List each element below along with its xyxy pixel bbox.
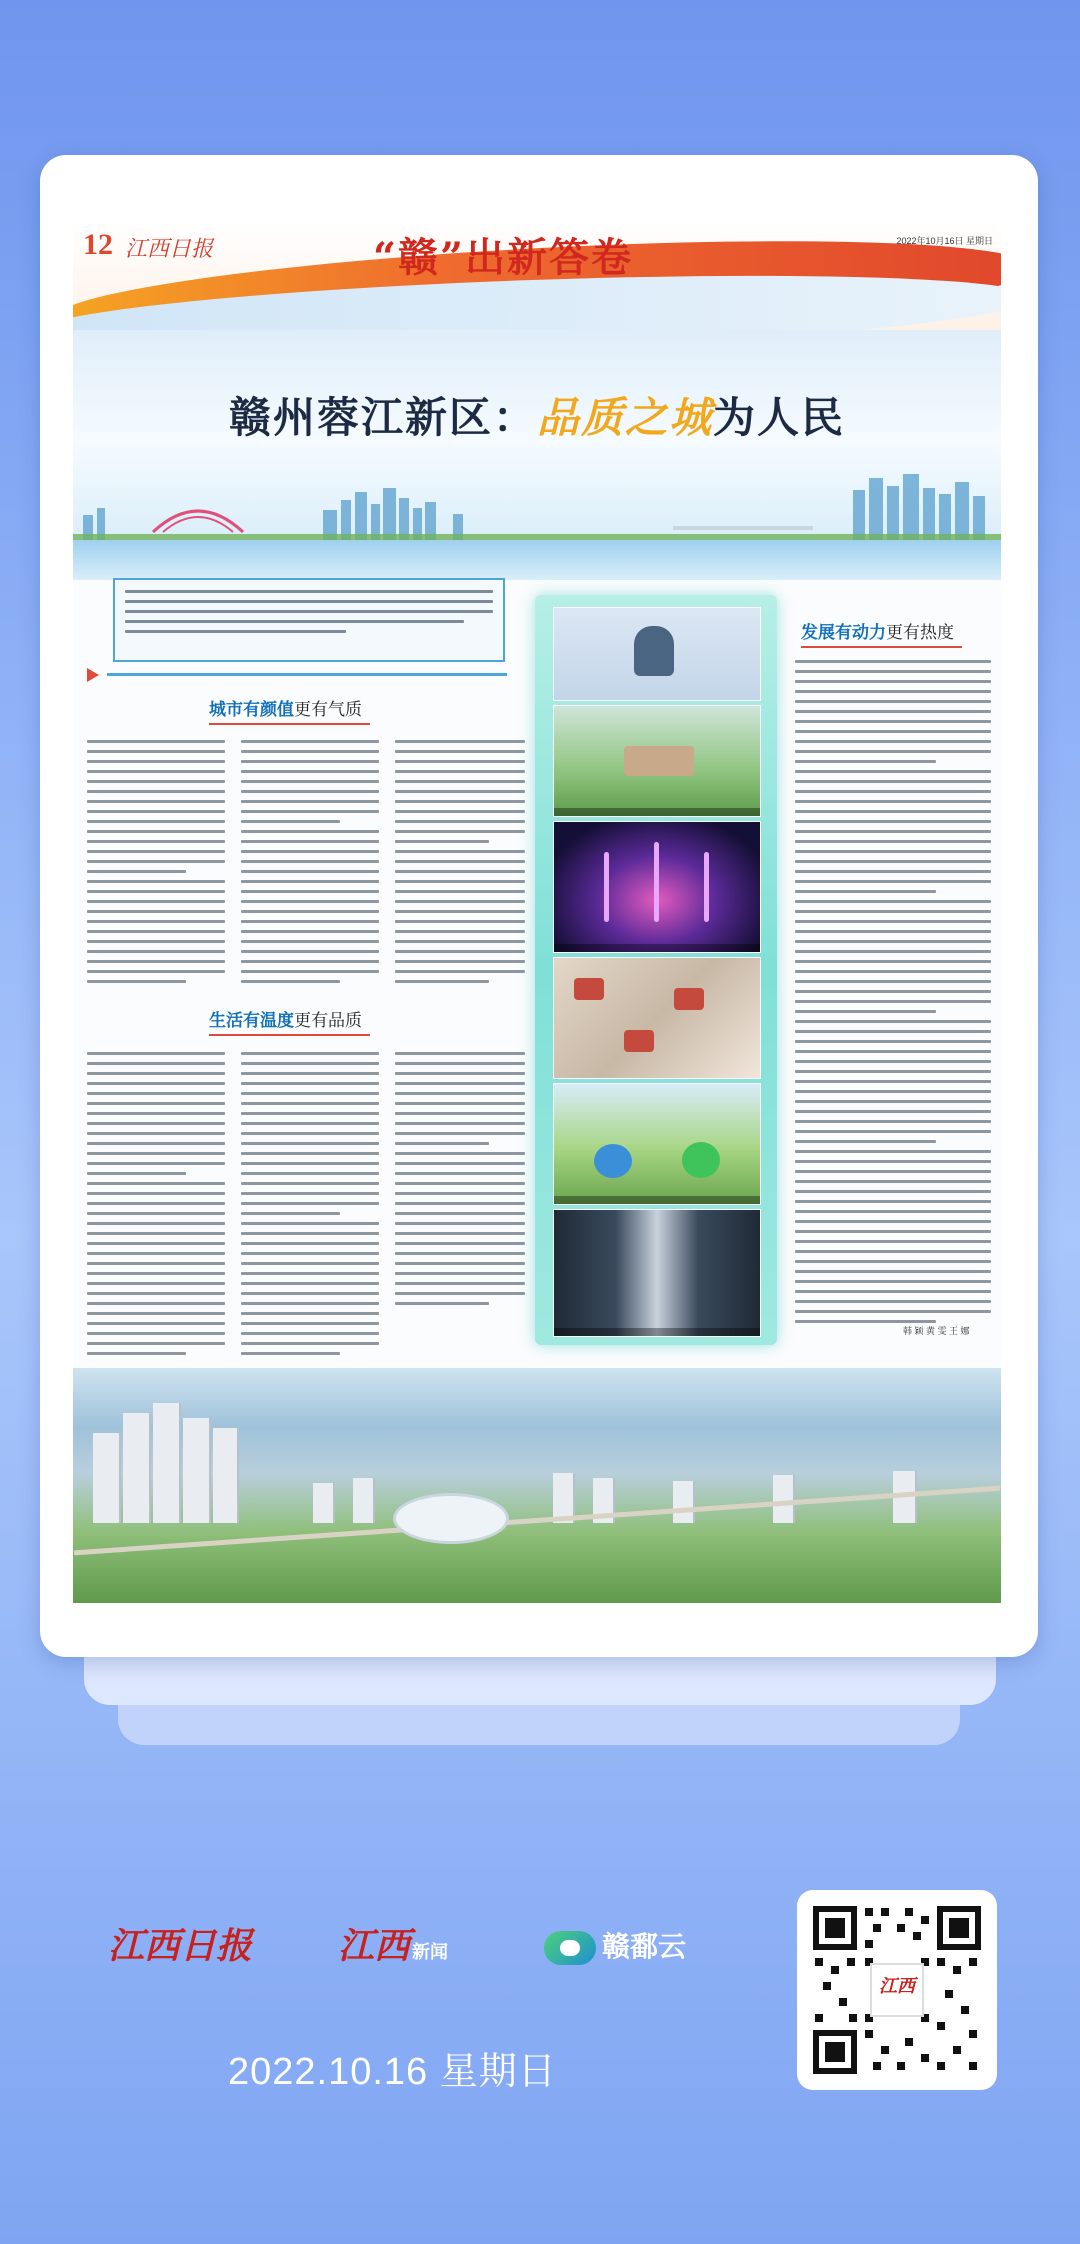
ganpoyun-logo[interactable]: [544, 1925, 686, 1965]
jiangxi-news-logo-text: 新闻: [412, 1942, 449, 1963]
jiangxi-news-logo-script: 江西: [338, 1925, 411, 1967]
headline-highlight: 品质之城: [536, 393, 713, 442]
issue-date: [228, 2040, 557, 2095]
subhead-city: [209, 695, 362, 720]
subhead-development-main: 发展有动力: [801, 623, 886, 642]
river-reflection: [73, 540, 1001, 580]
city-skyline-graphic: [73, 470, 1001, 540]
page-masthead: [73, 220, 1001, 335]
playground-photo: [553, 1083, 761, 1205]
page-number: 12: [83, 228, 113, 261]
park-aerial-photo: [553, 705, 761, 817]
issue-weekday: 星期日: [439, 2051, 557, 2093]
subhead-life: [209, 1006, 362, 1031]
red-arrow-icon: [87, 668, 99, 682]
headline-part-1: 赣州蓉江新区：: [228, 393, 537, 442]
body-text-column: [87, 1052, 225, 1362]
qr-center-logo: 江西: [879, 1976, 915, 1997]
subhead-development-tail: 更有热度: [886, 623, 954, 642]
fountain-night-photo: [553, 821, 761, 953]
qr-code[interactable]: [797, 1890, 997, 2090]
ganpoyun-logo-text: 赣鄱云: [602, 1930, 687, 1963]
intro-divider: [107, 673, 507, 676]
city-aerial-photo: [73, 1368, 1001, 1603]
headline-banner: [73, 330, 1001, 580]
photo-strip: [535, 595, 777, 1345]
ganpoyun-icon: [544, 1931, 596, 1965]
jiangxi-news-logo[interactable]: [338, 1918, 448, 1969]
body-text-column: [241, 1052, 379, 1362]
body-text-column: [795, 660, 991, 1330]
jiangxi-daily-logo[interactable]: 江西日报: [108, 1925, 253, 1967]
newspaper-card[interactable]: [40, 155, 1038, 1657]
article-byline: 韩 颖 黄 雯 王 娜: [903, 1326, 970, 1336]
body-text-column: [395, 740, 525, 990]
subhead-life-main: 生活有温度: [209, 1011, 294, 1030]
publication-logo: 江西日报: [125, 237, 214, 262]
subhead-city-main: 城市有颜值: [209, 700, 294, 719]
body-text-column: [87, 740, 225, 990]
subhead-city-tail: 更有气质: [294, 700, 362, 719]
page-dateline: 2022年10月16日 星期日: [896, 236, 993, 246]
newspaper-page-image[interactable]: [73, 220, 1001, 1603]
issue-date-number: 2022.10.16: [228, 2051, 429, 2093]
subhead-life-tail: 更有品质: [294, 1011, 362, 1030]
lead-paragraph-box: [113, 578, 505, 662]
data-center-photo: [553, 1209, 761, 1337]
skateboarder-photo: [553, 607, 761, 701]
page-headline: [73, 385, 1001, 445]
headline-part-2: 为人民: [713, 393, 846, 442]
body-text-column: [241, 740, 379, 990]
section-title: “赣”出新答卷: [373, 234, 634, 281]
body-text-column: [395, 1052, 525, 1312]
community-service-photo: [553, 957, 761, 1079]
subhead-development: [801, 618, 954, 643]
